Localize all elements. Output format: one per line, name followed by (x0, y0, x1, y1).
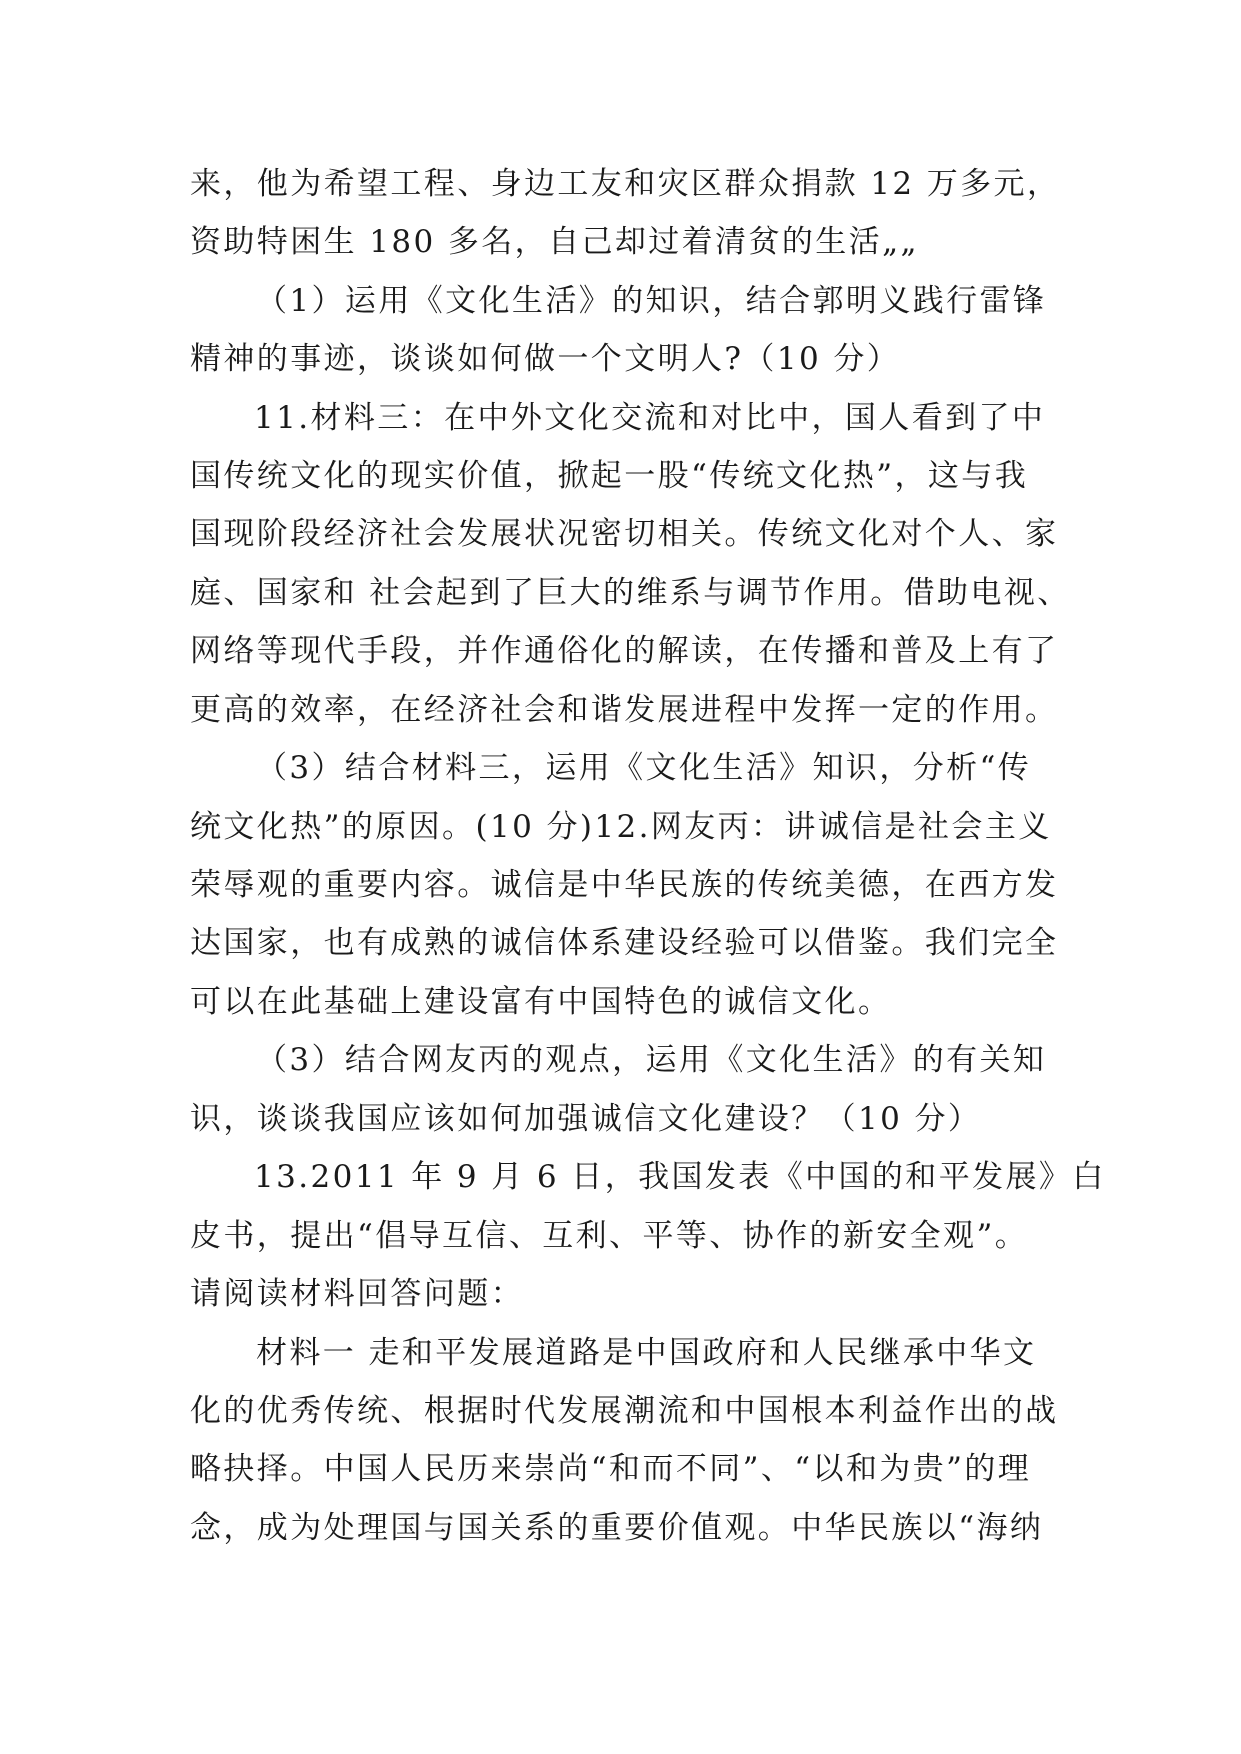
text-line: 可以在此基础上建设富有中国特色的诚信文化。 (190, 984, 892, 1020)
text-line: 精神的事迹，谈谈如何做一个文明人?（10 分） (190, 341, 901, 377)
text-line: 来，他为希望工程、身边工友和灾区群众捐款 12 万多元， (190, 166, 1061, 202)
text-line: 请阅读材料回答问题： (190, 1276, 524, 1312)
text-line: 荣辱观的重要内容。诚信是中华民族的传统美德，在西方发 (190, 867, 1059, 903)
text-line: （1）运用《文化生活》的知识，结合郭明义践行雷锋 (256, 283, 1047, 319)
text-line: 国现阶段经济社会发展状况密切相关。传统文化对个人、家 (190, 516, 1059, 552)
text-line: 念，成为处理国与国关系的重要价值观。中华民族以“海纳 (190, 1510, 1044, 1546)
text-line: 略抉择。中国人民历来崇尚“和而不同”、“以和为贵”的理 (190, 1451, 1032, 1487)
text-line: 皮书，提出“倡导互信、互利、平等、协作的新安全观”。 (190, 1218, 1029, 1254)
text-line: （3）结合材料三，运用《文化生活》知识，分析“传 (256, 750, 1032, 786)
text-line: 庭、国家和 社会起到了巨大的维系与调节作用。借助电视、 (190, 575, 1071, 611)
text-line: 材料一 走和平发展道路是中国政府和人民继承中华文 (256, 1335, 1037, 1371)
text-line: 识，谈谈我国应该如何加强诚信文化建设？（10 分） (190, 1101, 982, 1137)
text-line: 13.2011 年 9 月 6 日，我国发表《中国的和平发展》白 (254, 1159, 1106, 1195)
text-line: 网络等现代手段，并作通俗化的解读，在传播和普及上有了 (190, 633, 1059, 669)
text-line: 化的优秀传统、根据时代发展潮流和中国根本利益作出的战 (190, 1393, 1059, 1429)
text-line: 资助特困生 180 多名，自己却过着清贫的生活„„ (190, 224, 919, 260)
text-line: 国传统文化的现实价值，掀起一股“传统文化热”，这与我 (190, 458, 1029, 494)
text-line: 11.材料三：在中外文化交流和对比中，国人看到了中 (254, 400, 1046, 436)
text-line: （3）结合网友丙的观点，运用《文化生活》的有关知 (256, 1042, 1047, 1078)
text-line: 统文化热”的原因。(10 分)12.网友丙：讲诚信是社会主义 (190, 809, 1052, 845)
text-line: 达国家，也有成熟的诚信体系建设经验可以借鉴。我们完全 (190, 925, 1059, 961)
text-line: 更高的效率，在经济社会和谐发展进程中发挥一定的作用。 (190, 692, 1059, 728)
